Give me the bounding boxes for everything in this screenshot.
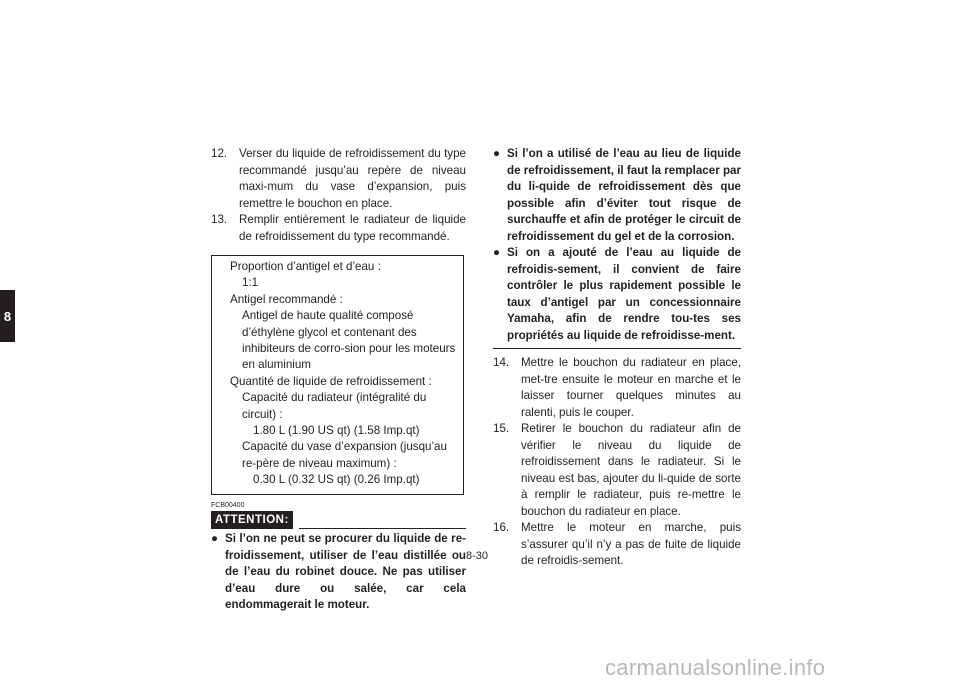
radiator-capacity-label: Capacité du radiateur (intégralité du circuit) : — [242, 391, 427, 421]
section-tab-label: 8 — [3, 308, 12, 324]
step-text: Remplir entièrement le radiateur de liquide de refroidissement du type recommandé. — [239, 213, 466, 243]
step-13 — [211, 212, 466, 245]
caution-bullet — [493, 146, 741, 245]
left-column — [211, 146, 466, 614]
attention-rule — [299, 528, 466, 529]
step-text: Retirer le bouchon du radiateur afin de vérifier le niveau du liquide de refroidissement dans le radiateur. Si le niveau est bas, ajouter du li-quide de sorte à remplir le radiateur, puis re-mettre le bouchon du radiateur en place. — [521, 422, 741, 518]
step-number: 14. — [493, 356, 510, 369]
quantity-label: Quantité de liquide de refroidissement : — [230, 374, 432, 388]
caution-code: FCB00400 — [211, 501, 245, 509]
caution-bullet — [211, 531, 466, 614]
right-column — [493, 146, 741, 570]
step-text: Mettre le bouchon du radiateur en place, met-tre ensuite le moteur en marche et le laisser tourner quelques minutes au ralenti, puis le couper. — [521, 356, 741, 419]
section-tab — [0, 290, 15, 342]
page-number: 8-30 — [466, 550, 489, 562]
step-16 — [493, 520, 741, 570]
step-text: Mettre le moteur en marche, puis s’assurer qu’il n’y a pas de fuite de liquide de refroidis-sement. — [521, 521, 741, 567]
step-number: 15. — [493, 422, 510, 435]
attention-badge: ATTENTION: — [211, 511, 293, 530]
step-number: 13. — [211, 213, 228, 226]
antifreeze-label: Antigel recommandé : — [230, 292, 343, 306]
bullet-icon: ● — [493, 147, 501, 160]
reservoir-capacity-value: 0.30 L (0.32 US qt) (0.26 Imp.qt) — [253, 473, 420, 487]
caution-bullet — [493, 245, 741, 344]
step-text: Verser du liquide de refroidissement du type recommandé jusqu’au repère de niveau maxi-mum du vase d’expansion, puis remettre le bouchon en place. — [239, 147, 466, 210]
reservoir-capacity-label: Capacité du vase d’expansion (jusqu’au re-père de niveau maximum) : — [242, 440, 447, 470]
step-14 — [493, 355, 741, 421]
attention-header — [211, 511, 466, 530]
step-12 — [211, 146, 466, 212]
step-number: 16. — [493, 521, 510, 534]
step-number: 12. — [211, 147, 228, 160]
bullet-text: Si l’on a utilisé de l’eau au lieu de liquide de refroidissement, il faut la remplacer par du li-quide de refroidissement dès que possible afin d’éviter tout risque de surchauffe et afin de protéger le circuit de refroidissement du gel et de la corrosion. — [507, 147, 741, 243]
caution-end-rule — [493, 348, 741, 349]
ratio-label: Proportion d’antigel et d’eau : — [230, 260, 381, 273]
bullet-text: Si on a ajouté de l’eau au liquide de refroidis-sement, il convient de faire contrôler le plus rapidement possible le taux d’antigel par un concessionnaire Yamaha, afin de rendre tou-tes ses propriétés au liquide de refroidisse-ment. — [507, 246, 741, 342]
watermark: carmanualsonline.info — [605, 655, 826, 680]
bullet-icon: ● — [211, 532, 219, 546]
ratio-value: 1:1 — [242, 276, 259, 290]
radiator-capacity-value: 1.80 L (1.90 US qt) (1.58 Imp.qt) — [253, 424, 420, 438]
bullet-text: Si l’on ne peut se procurer du liquide de re-froidissement, utiliser de l’eau distillée ou de l’eau du robinet douce. Ne pas utiliser d’eau dure ou salée, car cela endommagerait le moteur. — [225, 532, 466, 612]
antifreeze-value: Antigel de haute qualité composé d’éthylène glycol et contenant des inhibiteurs de corro-sion pour les moteurs en aluminium — [242, 309, 456, 372]
step-15 — [493, 421, 741, 520]
coolant-spec-box — [211, 255, 464, 495]
bullet-icon: ● — [493, 246, 501, 259]
